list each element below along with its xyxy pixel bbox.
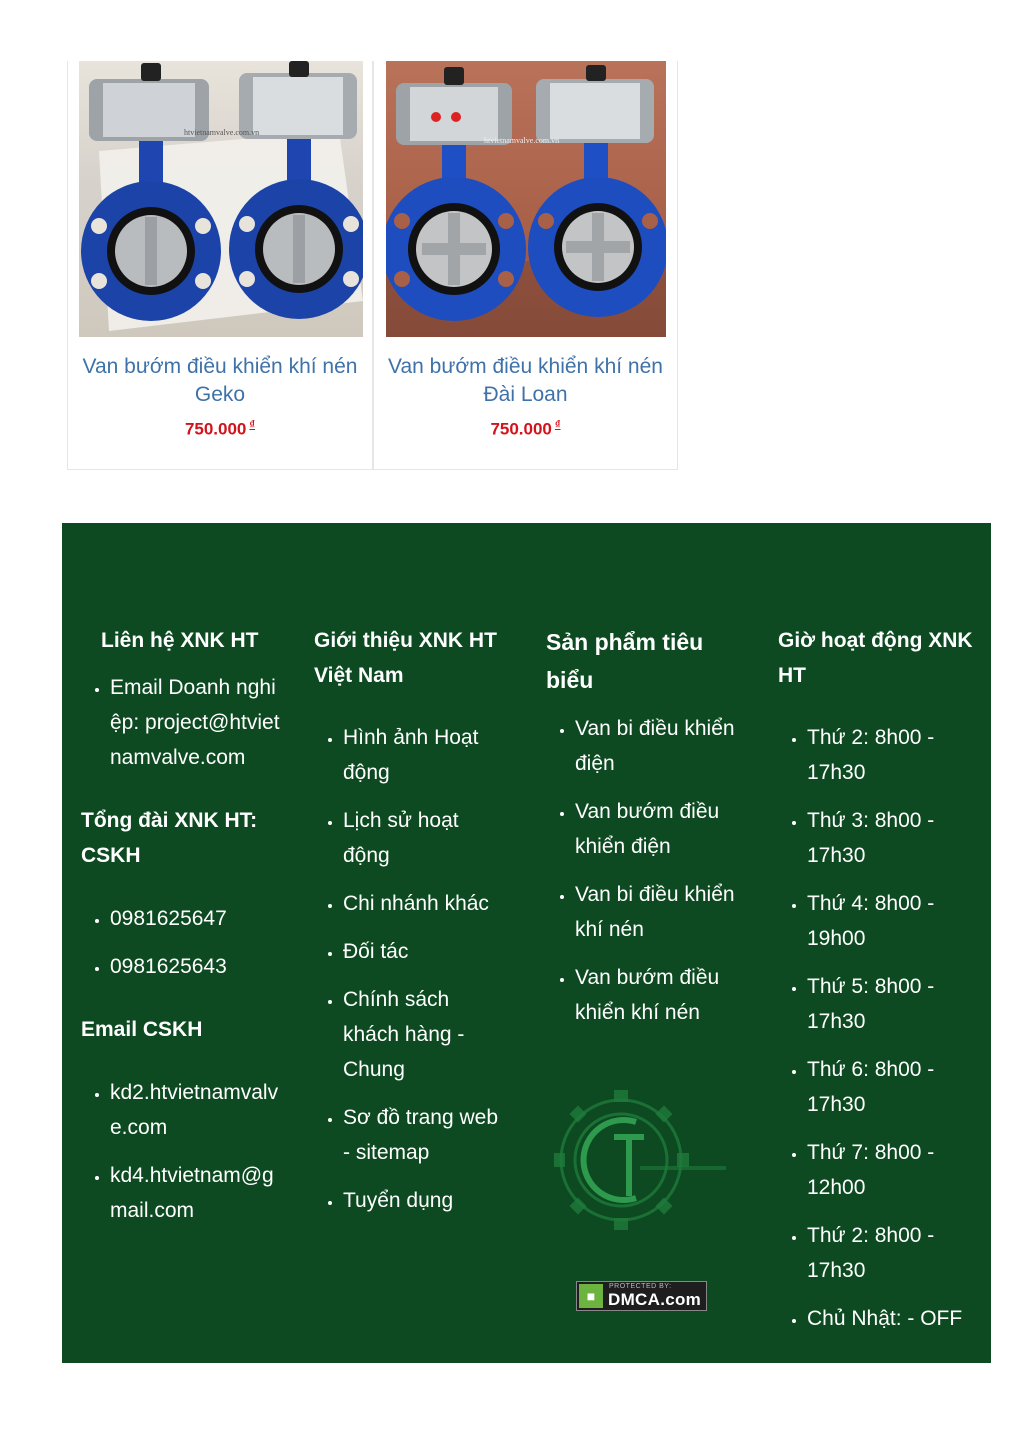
about-link-sitemap[interactable]: • Sơ đồ trang web - sitemap	[343, 1100, 509, 1170]
hours-item: • Thứ 2: 8h00 - 17h30	[807, 720, 978, 790]
company-logo	[554, 1088, 744, 1238]
gear-logo-icon	[554, 1088, 744, 1238]
site-footer	[62, 523, 991, 1363]
price-value: 750.000	[184, 419, 247, 439]
phone-item[interactable]: • 0981625643	[110, 949, 281, 984]
about-link-careers[interactable]: • Tuyển dụng	[343, 1183, 509, 1218]
hours-item: • Chủ Nhật: - OFF	[807, 1301, 978, 1336]
dmca-protected-text: PROTECTED BY:	[609, 1283, 672, 1290]
email-item[interactable]: • kd2.htvietnamvalve.com	[110, 1075, 281, 1145]
about-links	[314, 720, 509, 1218]
footer-about-column	[314, 623, 509, 1218]
cskh-email-list	[81, 1075, 281, 1228]
hours-item: • Thứ 2: 8h00 - 17h30	[807, 1218, 978, 1288]
footer-hours-column	[778, 623, 978, 1336]
product-price	[374, 414, 677, 441]
featured-link-pneumatic-butterfly-valve[interactable]: • Van bướm điều khiển khí nén	[575, 960, 736, 1030]
about-link-branches[interactable]: • Chi nhánh khác	[343, 886, 509, 921]
featured-links	[546, 711, 736, 1030]
featured-heading: Sản phẩm tiêu biểu	[546, 629, 704, 693]
hours-list	[778, 720, 978, 1336]
currency-symbol: ₫	[554, 419, 561, 431]
featured-link-electric-ball-valve[interactable]: • Van bi điều khiển điện	[575, 711, 736, 781]
lock-icon: ■	[579, 1284, 603, 1308]
product-card[interactable]	[373, 61, 678, 470]
image-watermark: htvietnamvalve.com.vn	[484, 136, 560, 145]
hours-heading: Giờ hoạt động XNK HT	[778, 629, 973, 687]
hours-item: • Thứ 5: 8h00 - 17h30	[807, 969, 978, 1039]
footer-contact-column	[81, 623, 281, 1228]
contact-email-list	[81, 670, 281, 775]
product-image[interactable]	[386, 61, 666, 337]
product-title[interactable]: Van bướm điều khiển khí nén Đài Loan	[388, 355, 663, 406]
price-value: 750.000	[490, 419, 552, 439]
image-watermark: htvietnamvalve.com.vn	[184, 128, 260, 137]
hotline-heading: Tổng đài XNK HT: CSKH	[81, 809, 258, 867]
butterfly-valve-image	[79, 61, 363, 337]
product-title[interactable]: Van bướm điều khiển khí nén Geko	[82, 355, 358, 406]
about-heading: Giới thiệu XNK HT Việt Nam	[314, 629, 497, 687]
product-price	[68, 414, 372, 441]
about-link-activity-images[interactable]: • Hình ảnh Hoạt động	[343, 720, 509, 790]
business-email-item[interactable]: • Email Doanh nghiệp: project@htvietnamvalve.com	[110, 670, 281, 775]
featured-link-electric-butterfly-valve[interactable]: • Van bướm điều khiển điện	[575, 794, 736, 864]
dmca-badge[interactable]	[576, 1281, 707, 1311]
about-link-customer-policy[interactable]: • Chính sách khách hàng - Chung	[343, 982, 509, 1087]
about-link-partners[interactable]: • Đối tác	[343, 934, 509, 969]
phone-item[interactable]: • 0981625647	[110, 901, 281, 936]
email-cskh-heading: Email CSKH	[81, 1018, 203, 1041]
currency-symbol: ₫	[249, 419, 256, 431]
about-link-history[interactable]: • Lịch sử hoạt động	[343, 803, 509, 873]
featured-link-pneumatic-ball-valve[interactable]: • Van bi điều khiển khí nén	[575, 877, 736, 947]
product-image[interactable]	[79, 61, 363, 337]
email-item[interactable]: • kd4.htvietnam@gmail.com	[110, 1158, 281, 1228]
hours-item: • Thứ 6: 8h00 - 17h30	[807, 1052, 978, 1122]
product-card[interactable]	[67, 61, 373, 470]
phone-list	[81, 901, 281, 984]
related-products	[67, 61, 678, 470]
footer-featured-column	[546, 623, 736, 1030]
hours-item: • Thứ 3: 8h00 - 17h30	[807, 803, 978, 873]
dmca-brand: DMCA.com	[608, 1290, 702, 1309]
hours-item: • Thứ 4: 8h00 - 19h00	[807, 886, 978, 956]
butterfly-valve-image	[386, 61, 666, 337]
hours-item: • Thứ 7: 8h00 - 12h00	[807, 1135, 978, 1205]
contact-heading: Liên hệ XNK HT	[101, 629, 259, 652]
